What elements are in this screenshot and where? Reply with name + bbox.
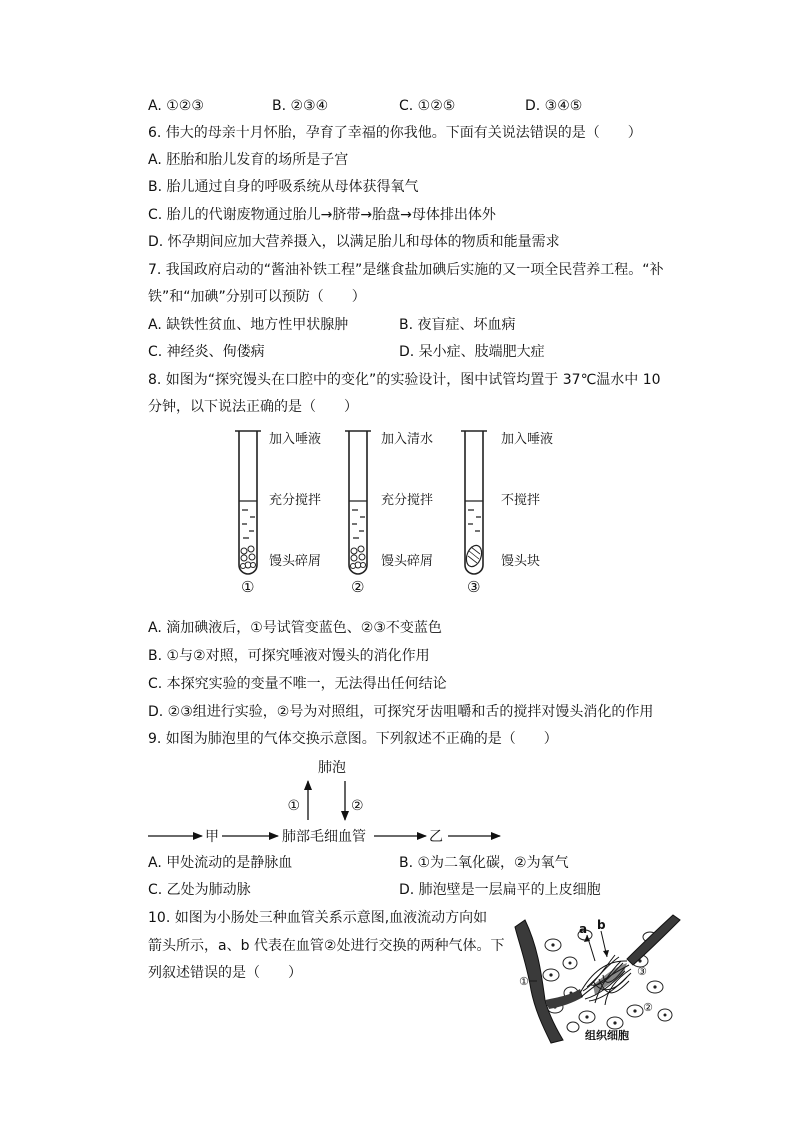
q7-option-c: C. 神经炎、佝偻病 — [148, 344, 265, 360]
arrow-2-number: ② — [351, 798, 364, 814]
gas-b-label: b — [597, 918, 606, 932]
bread-block-3 — [464, 543, 485, 568]
small-intestine-vessel-figure — [515, 915, 680, 1045]
vessel-1-label: ① — [519, 975, 529, 988]
q5-option-c: C. ①②⑤ — [399, 98, 456, 114]
tube-1-number: ① — [241, 578, 255, 596]
tube-2-number: ② — [351, 578, 365, 596]
q9-option-b: B. ①为二氧化碳，②为氧气 — [399, 855, 569, 871]
q8-option-a: A. 滴加碘液后，①号试管变蓝色、②③不变蓝色 — [148, 620, 442, 636]
tube-3-mid-label: 不搅拌 — [501, 493, 541, 508]
vessel-3-label: ③ — [637, 965, 647, 978]
q6-option-b: B. 胎儿通过自身的呼吸系统从母体获得氧气 — [148, 179, 419, 195]
test-tube-figure — [225, 425, 555, 605]
tube-2-mid-label: 充分搅拌 — [381, 493, 434, 508]
jia-label: 甲 — [205, 829, 219, 845]
tube-2-bottom-label: 馒头碎屑 — [381, 554, 434, 569]
q9-option-d: D. 肺泡壁是一层扁平的上皮细胞 — [399, 882, 601, 898]
q8-stem-line1: 8. 如图为“探究馒头在口腔中的变化”的实验设计，图中试管均置于 37℃温水中 10 — [148, 372, 661, 388]
q9-stem: 9. 如图为肺泡里的气体交换示意图。下列叙述不正确的是（ ） — [148, 731, 558, 747]
q6-stem: 6. 伟大的母亲十月怀胎，孕育了幸福的你我他。下面有关说法错误的是（ ） — [148, 125, 642, 141]
yi-label: 乙 — [429, 829, 443, 845]
tube-3-number: ③ — [467, 578, 481, 596]
tube-1-mid-label: 充分搅拌 — [269, 493, 322, 508]
tube-1-bottom-label: 馒头碎屑 — [269, 554, 322, 569]
q7-stem-line1: 7. 我国政府启动的“酱油补铁工程”是继食盐加碘后实施的又一项全民营养工程。“补 — [148, 262, 664, 278]
q9-option-c: C. 乙处为肺动脉 — [148, 882, 251, 898]
vessel-2-label: ② — [643, 1001, 653, 1014]
bread-crumbs-2 — [351, 546, 366, 569]
q8-option-c: C. 本探究实验的变量不唯一，无法得出任何结论 — [148, 676, 447, 692]
q7-option-a: A. 缺铁性贫血、地方性甲状腺肿 — [148, 317, 349, 333]
q8-option-b: B. ①与②对照，可探究唾液对馒头的消化作用 — [148, 648, 430, 664]
q10-line3: 列叙述错误的是（ ） — [148, 965, 302, 981]
q7-option-b: B. 夜盲症、坏血病 — [399, 317, 516, 333]
q7-option-d: D. 呆小症、肢端肥大症 — [399, 344, 545, 360]
q5-option-d: D. ③④⑤ — [525, 98, 583, 114]
q10-line2: 箭头所示，a、b 代表在血管②处进行交换的两种气体。下 — [148, 938, 505, 954]
tissue-cell-caption: 组织细胞 — [585, 1029, 629, 1042]
alveolus-label: 肺泡 — [318, 760, 346, 776]
q8-option-d: D. ②③组进行实验，②号为对照组，可探究牙齿咀嚼和舌的搅拌对馒头消化的作用 — [148, 704, 654, 720]
arrow-1-number: ① — [287, 798, 300, 814]
capillary-label: 肺部毛细血管 — [282, 829, 366, 845]
tube-2-top-label: 加入清水 — [381, 432, 434, 447]
q6-option-d: D. 怀孕期间应加大营养摄入，以满足胎儿和母体的物质和能量需求 — [148, 234, 560, 250]
tube-3-top-label: 加入唾液 — [501, 432, 554, 447]
bread-crumbs-1 — [241, 546, 256, 569]
q6-option-c: C. 胎儿的代谢废物通过胎儿→脐带→胎盘→母体排出体外 — [148, 207, 496, 223]
gas-exchange-diagram — [148, 755, 508, 850]
q7-stem-line2: 铁”和“加碘”分别可以预防（ ） — [148, 289, 366, 305]
q5-option-a: A. ①②③ — [148, 98, 204, 114]
q5-option-b: B. ②③④ — [272, 98, 329, 114]
q6-option-a: A. 胚胎和胎儿发育的场所是子宫 — [148, 152, 349, 168]
q10-line1: 10. 如图为小肠处三种血管关系示意图,血液流动方向如 — [148, 910, 488, 926]
tube-3-bottom-label: 馒头块 — [501, 554, 541, 569]
gas-a-label: a — [579, 922, 588, 936]
q8-stem-line2: 分钟，以下说法正确的是（ ） — [148, 399, 358, 415]
tube-1-top-label: 加入唾液 — [269, 432, 322, 447]
q9-option-a: A. 甲处流动的是静脉血 — [148, 855, 293, 871]
